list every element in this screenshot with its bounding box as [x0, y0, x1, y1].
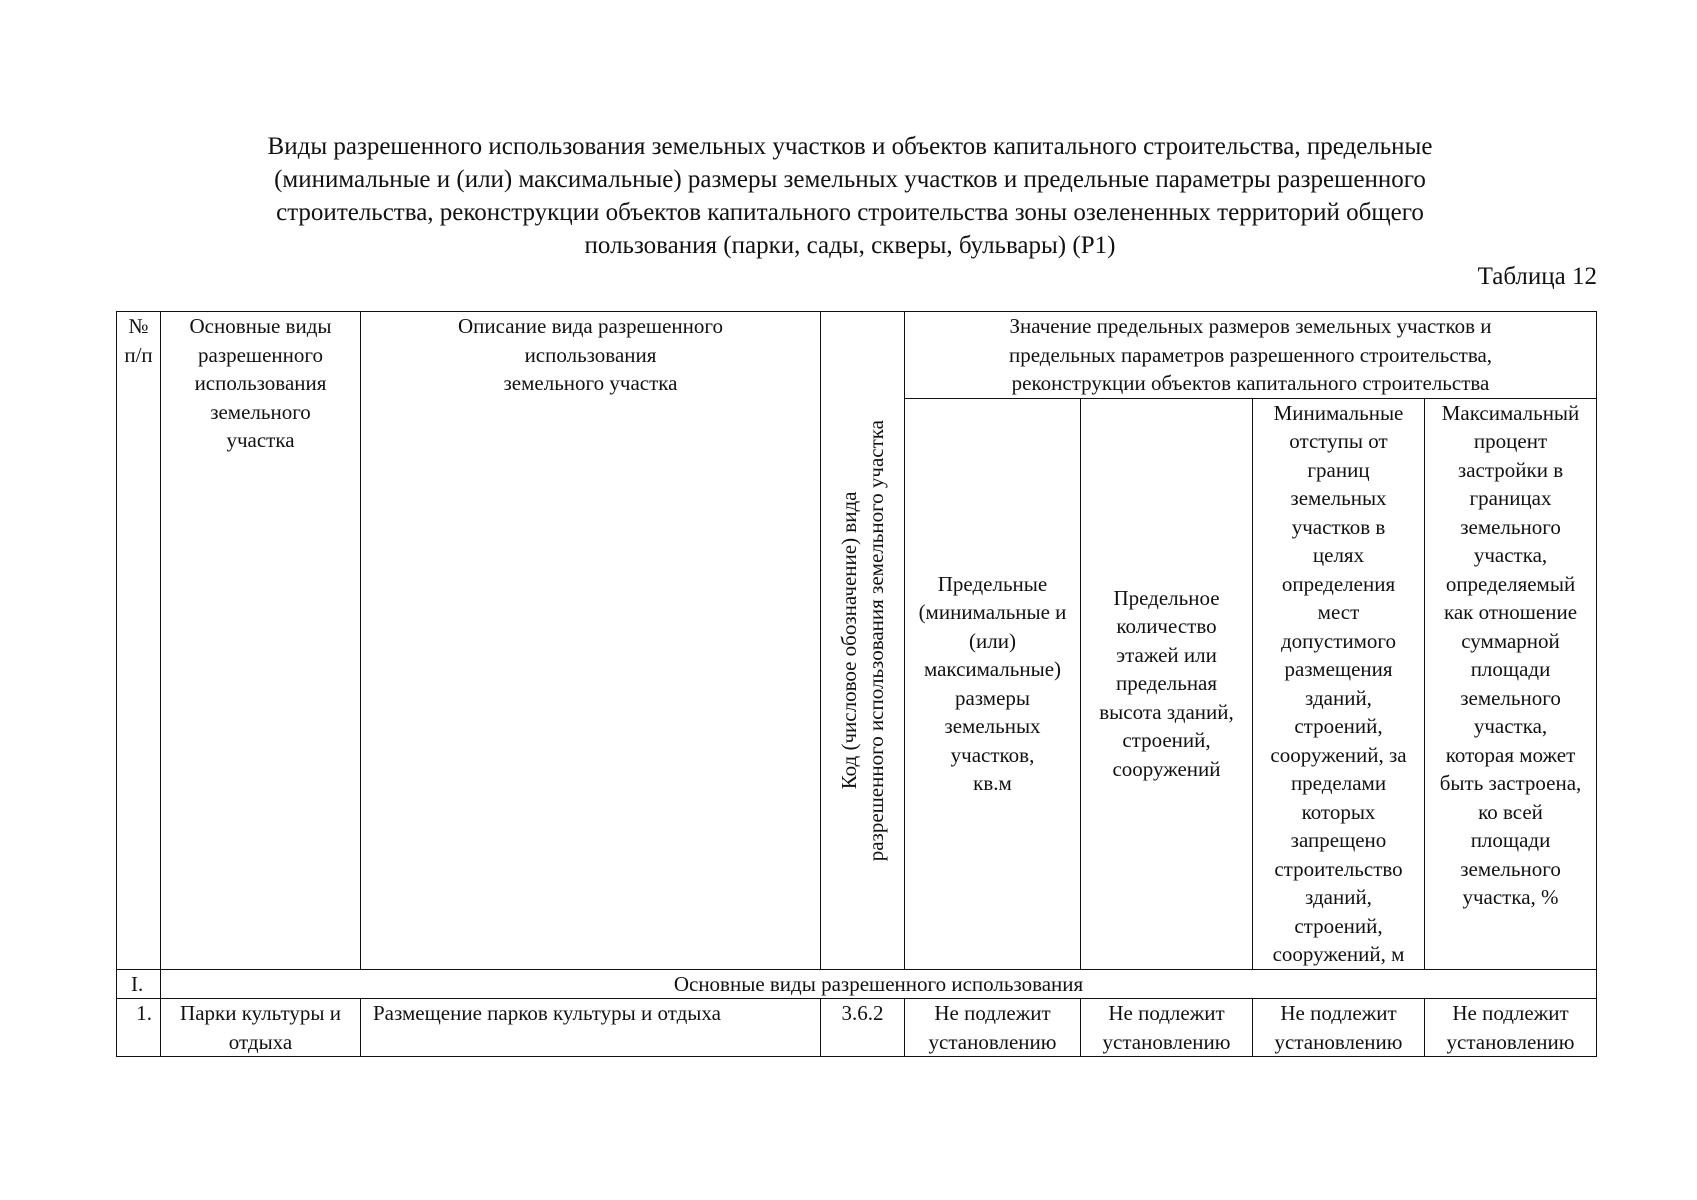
header-line: сооружений, м [1272, 942, 1405, 966]
header-line: площади [1470, 828, 1551, 852]
header-limits-group [905, 312, 1597, 399]
header-line: количество [1116, 614, 1217, 639]
header-line: земельного участка [503, 371, 678, 395]
row-type [161, 999, 361, 1057]
table-row [117, 999, 1597, 1057]
header-row-top [117, 312, 1597, 399]
header-line: (или) [969, 628, 1016, 653]
row-sizes [905, 999, 1081, 1057]
title-line: (минимальные и (или) максимальные) размеры земельных участков и предельные параметры разрешенного [274, 166, 1426, 193]
header-code [821, 312, 905, 970]
row-code: 3.6.2 [821, 999, 905, 1057]
header-line: размеры [954, 685, 1031, 710]
header-line: использования [524, 342, 657, 367]
header-line: застройки в [1457, 457, 1564, 482]
header-line: высота зданий, [1099, 699, 1234, 724]
row-floors [1081, 999, 1253, 1057]
header-line: Описание вида разрешенного [458, 314, 723, 338]
title-line: строительства, реконструкции объектов капитального строительства зоны озелененных территорий общего [276, 199, 1424, 226]
header-line: Основные виды [189, 314, 332, 338]
header-line: (минимальные и [918, 600, 1067, 624]
header-num [117, 312, 161, 970]
header-line: участков, [950, 742, 1035, 767]
header-line: земельного [1460, 685, 1561, 710]
header-line: строений, [1122, 728, 1211, 753]
header-line: п/п [124, 342, 153, 367]
header-line: Предельные [937, 571, 1048, 596]
header-line: участка [226, 428, 295, 452]
header-line: участков в [1291, 514, 1386, 539]
header-line: процент [1473, 429, 1548, 453]
header-line: границах [1469, 486, 1552, 510]
section-row [117, 969, 1597, 999]
header-line: ко всей [1478, 799, 1543, 824]
cell-line: Не подлежит [1452, 1001, 1569, 1025]
header-description [361, 312, 821, 970]
header-line: земельного [210, 399, 311, 424]
section-title: Основные виды разрешенного использования [161, 969, 1597, 999]
header-line: № [128, 314, 149, 338]
cell-line: Не подлежит [1280, 1001, 1397, 1025]
header-line: запрещено [1290, 828, 1387, 852]
header-line: мест [1317, 600, 1360, 624]
header-main-types [161, 312, 361, 970]
header-line: размещения [1284, 657, 1393, 681]
header-line: земельного [1460, 514, 1561, 539]
header-line: Код (числовое обозначение) вида [836, 491, 861, 790]
header-line: земельных [944, 714, 1041, 738]
header-line: отступы от [1289, 429, 1388, 453]
header-line: которых [1301, 799, 1376, 824]
zoning-table [116, 311, 1597, 1057]
header-line: Максимальный [1441, 400, 1580, 425]
header-line: разрешенного использования земельного участка [863, 419, 888, 861]
header-line: Предельное [1113, 585, 1220, 610]
cell-line: отдыха [228, 1029, 293, 1054]
cell-line: Не подлежит [1108, 1001, 1225, 1025]
header-line: строений, [1294, 913, 1383, 938]
cell-line: Не подлежит [934, 1001, 1051, 1025]
title-line: Виды разрешенного использования земельных участков и объектов капитального строительства, предельные [267, 133, 1433, 160]
header-line: участка, % [1462, 885, 1559, 909]
header-sizes [905, 398, 1081, 969]
header-line: строительство [1274, 856, 1403, 881]
header-line: разрешенного [198, 342, 323, 367]
row-coverage [1425, 999, 1597, 1057]
header-line: земельных [1290, 486, 1387, 510]
header-line: земельного [1460, 856, 1561, 881]
header-line: как отношение [1443, 600, 1578, 624]
header-coverage [1425, 398, 1597, 969]
header-line: предельных параметров разрешенного строительства, [1009, 342, 1493, 367]
row-setbacks [1253, 999, 1425, 1057]
title-line: пользования (парки, сады, скверы, бульвары) (Р1) [584, 232, 1116, 259]
header-line: определяемый [1445, 571, 1576, 596]
cell-line: установлению [928, 1029, 1057, 1054]
header-line: суммарной [1461, 628, 1560, 653]
header-line: быть застроена, [1439, 771, 1582, 795]
row-number: 1. [117, 999, 161, 1057]
table-caption: Таблица 12 [1477, 263, 1597, 290]
header-line: реконструкции объектов капитального строительства [1011, 371, 1490, 395]
document-title [150, 130, 1550, 262]
header-line: Минимальные [1273, 400, 1404, 425]
header-floors [1081, 398, 1253, 969]
cell-line: установлению [1274, 1029, 1403, 1054]
cell-line: установлению [1446, 1029, 1575, 1054]
header-line: максимальные) [923, 657, 1062, 681]
header-line: кв.м [973, 771, 1012, 795]
header-line: которая может [1445, 742, 1576, 767]
header-line: сооружений, за [1270, 742, 1407, 767]
header-line: использования [194, 371, 327, 395]
header-line: Значение предельных размеров земельных участков и [1009, 314, 1492, 338]
header-line: площади [1470, 657, 1551, 681]
cell-line: установлению [1102, 1029, 1231, 1054]
header-setbacks [1253, 398, 1425, 969]
header-line: пределами [1290, 771, 1387, 795]
header-line: определения [1281, 571, 1396, 596]
header-line: предельная [1115, 671, 1218, 696]
header-line: границ [1307, 457, 1370, 482]
header-line: этажей или [1116, 642, 1217, 667]
header-line: зданий, [1305, 885, 1372, 909]
cell-line: Парки культуры и [180, 1001, 341, 1025]
section-number: I. [117, 969, 161, 999]
header-line: сооружений [1112, 756, 1221, 781]
row-description: Размещение парков культуры и отдыха [361, 999, 821, 1057]
header-line: целях [1312, 543, 1365, 567]
header-line: участка, [1473, 714, 1548, 738]
header-line: участка, [1473, 543, 1548, 567]
header-line: строений, [1294, 714, 1383, 738]
header-line: зданий, [1305, 685, 1372, 710]
header-line: допустимого [1280, 628, 1397, 653]
